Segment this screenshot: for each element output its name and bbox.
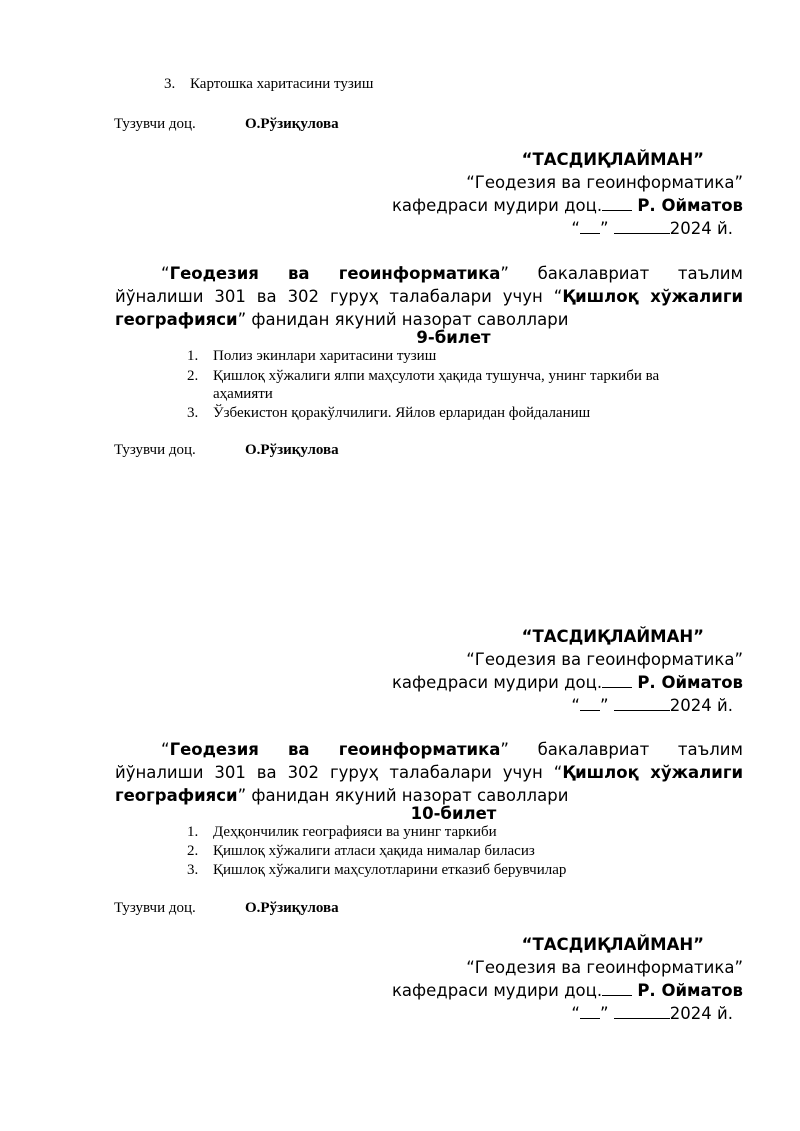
question-number: 3.	[164, 76, 176, 92]
question-text: Полиз экинлари харитасини тузиш	[213, 348, 437, 364]
date-quote-close: ”	[599, 696, 609, 715]
ticket-title: 10-билет	[410, 804, 497, 823]
question-number: 1.	[187, 824, 199, 840]
approval-department: “Геодезия ва геоинформатика”	[466, 650, 743, 669]
question-item	[187, 348, 436, 365]
approval-title-text: “ТАСДИҚЛАЙМАН”	[521, 150, 704, 169]
question-text: Ўзбекистон қоракўлчилиги. Яйлов ерларидан фойдаланиш	[213, 405, 591, 421]
approval-date	[571, 1004, 733, 1023]
date-quote-close: ”	[599, 1004, 609, 1023]
compiler-name: О.Рўзиқулова	[245, 442, 339, 458]
month-blank	[614, 698, 670, 711]
question-number: 2.	[187, 843, 199, 859]
question-item	[187, 824, 497, 841]
question-number: 1.	[187, 348, 199, 364]
approval-head	[392, 673, 743, 692]
approval-head-name: Р. Ойматов	[637, 673, 743, 692]
approval-title-text: “ТАСДИҚЛАЙМАН”	[521, 935, 704, 954]
approval-department: “Геодезия ва геоинформатика”	[466, 958, 743, 977]
day-blank	[580, 1006, 600, 1019]
compiler-label: Тузувчи доц.	[114, 442, 196, 458]
question-item	[187, 405, 590, 422]
compiler-label: Тузувчи доц.	[114, 116, 196, 132]
approval-date	[571, 696, 733, 715]
question-item	[187, 843, 535, 860]
approval-title-text: “ТАСДИҚЛАЙМАН”	[521, 627, 704, 646]
ticket-title: 9-билет	[416, 328, 491, 347]
question-text: Қишлоқ хўжалиги ялпи маҳсулоти ҳақида тушунча, унинг таркиби ва	[213, 368, 660, 384]
date-quote-open: “	[571, 219, 580, 238]
date-year: 2024 й.	[669, 219, 733, 238]
date-year: 2024 й.	[669, 1004, 733, 1023]
signature-line	[602, 675, 632, 688]
approval-head-name: Р. Ойматов	[637, 981, 743, 1000]
approval-head-prefix: кафедраси мудири доц.	[391, 196, 603, 215]
day-blank	[580, 698, 600, 711]
intro-paragraph: “Геодезия ва геоинформатика” бакалавриат таълим йўналиши 301 ва 302 гуруҳ талабалари учун “Қишлоқ хўжалиги географияси” фанидан якуний назорат саволлари	[115, 264, 744, 329]
specialty-name: Геодезия ва геоинформатика	[169, 740, 501, 759]
question-text: Деҳқончилик географияси ва унинг таркиби	[213, 824, 497, 840]
subject-name: Қишлоқ хўжалиги географияси	[115, 287, 744, 329]
question-number: 3.	[187, 405, 199, 421]
approval-head-prefix: кафедраси мудири доц.	[391, 673, 603, 692]
approval-title	[522, 150, 704, 169]
month-blank	[614, 221, 670, 234]
date-quote-close: ”	[599, 219, 609, 238]
approval-title	[522, 627, 704, 646]
compiler-name: О.Рўзиқулова	[245, 900, 339, 916]
signature-line	[602, 983, 632, 996]
approval-department: “Геодезия ва геоинформатика”	[466, 173, 743, 192]
approval-title	[522, 935, 704, 954]
question-item	[187, 862, 566, 879]
approval-head	[392, 196, 743, 215]
question-number: 2.	[187, 368, 199, 384]
question-text: Қишлоқ хўжалиги атласи ҳақида нималар биласиз	[213, 843, 535, 859]
day-blank	[580, 221, 600, 234]
question-text: Картошка харитасини тузиш	[190, 76, 374, 92]
compiler-name: О.Рўзиқулова	[245, 116, 339, 132]
signature-line	[602, 198, 632, 211]
question-number: 3.	[187, 862, 199, 878]
date-quote-open: “	[571, 1004, 580, 1023]
date-quote-open: “	[571, 696, 580, 715]
question-text: Қишлоқ хўжалиги маҳсулотларини етказиб берувчилар	[213, 862, 567, 878]
approval-head-prefix: кафедраси мудири доц.	[391, 981, 603, 1000]
approval-head	[392, 981, 743, 1000]
compiler-label: Тузувчи доц.	[114, 900, 196, 916]
approval-date	[571, 219, 733, 238]
question-text-continuation: аҳамияти	[213, 386, 273, 402]
approval-head-name: Р. Ойматов	[637, 196, 743, 215]
question-item	[187, 368, 659, 385]
date-year: 2024 й.	[669, 696, 733, 715]
month-blank	[614, 1006, 670, 1019]
intro-paragraph: “Геодезия ва геоинформатика” бакалавриат таълим йўналиши 301 ва 302 гуруҳ талабалари учун “Қишлоқ хўжалиги географияси” фанидан якуний назорат саволлари	[115, 740, 744, 805]
subject-name: Қишлоқ хўжалиги географияси	[115, 763, 744, 805]
question-item	[164, 76, 373, 93]
specialty-name: Геодезия ва геоинформатика	[169, 264, 501, 283]
